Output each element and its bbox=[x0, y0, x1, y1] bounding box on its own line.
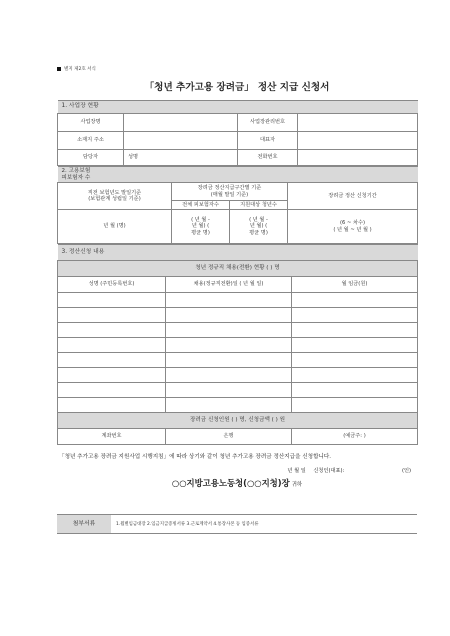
employee-row bbox=[58, 338, 418, 353]
employee-row bbox=[58, 398, 418, 413]
address-label: 소재지 주소 bbox=[58, 132, 124, 150]
employee-name-cell[interactable] bbox=[58, 308, 166, 323]
depositor-field[interactable] bbox=[292, 429, 418, 445]
employee-hire-date-cell[interactable] bbox=[166, 383, 292, 398]
col-interval-header-line2: (매월 말일 기준) bbox=[210, 191, 249, 198]
employee-name-cell[interactable] bbox=[58, 368, 166, 383]
addressee-name: ○○지방고용노동청(○○지청)장 bbox=[171, 478, 290, 488]
employee-name-cell[interactable] bbox=[58, 323, 166, 338]
employee-name-cell[interactable] bbox=[58, 353, 166, 368]
section3-table bbox=[57, 244, 418, 445]
form-label bbox=[57, 66, 417, 74]
eligible-youth-line1: ( 년 월 - bbox=[249, 216, 268, 223]
employee-wage-cell[interactable] bbox=[292, 368, 418, 383]
title-main: 「청년 추가고용 장려금」 bbox=[144, 82, 254, 93]
section2-heading-line1: 2. 고용보험 bbox=[61, 168, 91, 175]
apply-period-line2: ( 년 월 ~ 년 월 ) bbox=[333, 226, 372, 233]
business-name-field[interactable] bbox=[124, 114, 238, 132]
col-prev-year-line2: (보험관계 성립일 기준) bbox=[88, 196, 141, 202]
col-eligible-youth: 지원대상 청년수 bbox=[230, 201, 288, 210]
manager-label: 담당자 bbox=[58, 150, 124, 166]
addressee bbox=[57, 477, 417, 489]
bank-label: 은행 bbox=[223, 433, 234, 440]
account-label: 계좌번호 bbox=[58, 429, 166, 445]
seal-mark: (인) bbox=[401, 468, 411, 474]
title-sub: 정산 지급 신청서 bbox=[257, 82, 330, 93]
representative-field[interactable] bbox=[298, 132, 418, 150]
total-insured-line1: ( 년 월 - bbox=[191, 216, 210, 223]
section2-heading bbox=[58, 167, 418, 183]
form-label-text: 별지 제2호 서식 bbox=[64, 67, 96, 72]
section2-table bbox=[57, 166, 418, 244]
date-row bbox=[57, 467, 417, 474]
section1-heading: 1. 사업장 현황 bbox=[58, 101, 418, 114]
employee-row bbox=[58, 353, 418, 368]
employee-name-cell[interactable] bbox=[58, 398, 166, 413]
addressee-suffix: 귀하 bbox=[291, 482, 303, 488]
hire-status: 청년 정규직 채용(전환) 현황 ( ) 명 bbox=[58, 261, 418, 277]
employee-wage-cell[interactable] bbox=[292, 323, 418, 338]
col-hire-date: 채용(정규직전환)일 ( 년 월 일) bbox=[166, 277, 292, 293]
total-insured-value[interactable] bbox=[172, 210, 230, 244]
representative-label: 대표자 bbox=[238, 132, 298, 150]
col-interval-header-line1: 장려금 정산지급구간별 기준 bbox=[197, 185, 262, 191]
employee-hire-date-cell[interactable] bbox=[166, 323, 292, 338]
attachments-label: 첨부서류 bbox=[57, 515, 111, 533]
bank-field[interactable] bbox=[166, 429, 292, 445]
business-reg-no-field[interactable] bbox=[298, 114, 418, 132]
employee-wage-cell[interactable] bbox=[292, 293, 418, 308]
eligible-youth-value[interactable] bbox=[230, 210, 288, 244]
prev-year-value[interactable]: 년 월 (명) bbox=[58, 210, 172, 244]
employee-rows bbox=[58, 293, 418, 413]
col-total-insured: 전체 피보험자수 bbox=[172, 201, 230, 210]
employee-hire-date-cell[interactable] bbox=[166, 308, 292, 323]
application-form bbox=[57, 66, 417, 527]
col-interval-header bbox=[172, 183, 288, 201]
employee-wage-cell[interactable] bbox=[292, 338, 418, 353]
summary-row: 장려금 신청인원 ( ) 명, 신청금액 ( ) 원 bbox=[58, 413, 418, 429]
address-field[interactable] bbox=[124, 132, 238, 150]
apply-period-line1: (6 ~ 차수) bbox=[340, 220, 366, 226]
col-apply-period: 장려금 정산 신청기간 bbox=[288, 183, 418, 210]
employee-row bbox=[58, 383, 418, 398]
employee-name-cell[interactable] bbox=[58, 293, 166, 308]
employee-hire-date-cell[interactable] bbox=[166, 368, 292, 383]
employee-row bbox=[58, 323, 418, 338]
employee-hire-date-cell[interactable] bbox=[166, 338, 292, 353]
name-label: 성명 bbox=[128, 154, 139, 161]
business-name-label: 사업장명 bbox=[58, 114, 124, 132]
col-prev-year bbox=[58, 183, 172, 210]
square-bullet-icon bbox=[57, 67, 61, 71]
date-field[interactable]: 년 월 일 bbox=[287, 468, 306, 474]
employee-wage-cell[interactable] bbox=[292, 308, 418, 323]
applicant-label: 신청인(대표): bbox=[313, 468, 345, 474]
employee-name-cell[interactable] bbox=[58, 383, 166, 398]
attachments-text: 1.월별임금대장 2.임금지급증빙서류 3.근로계약서 4.통장사본 등 입증서류 bbox=[116, 522, 259, 527]
page-title bbox=[57, 76, 417, 100]
eligible-youth-line3: 평균 명) bbox=[249, 229, 268, 236]
employee-wage-cell[interactable] bbox=[292, 383, 418, 398]
employee-row bbox=[58, 308, 418, 323]
manager-name-field[interactable] bbox=[124, 150, 238, 166]
employee-hire-date-cell[interactable] bbox=[166, 353, 292, 368]
apply-period-value[interactable] bbox=[288, 210, 418, 244]
col-prev-year-line1: 직전 보험년도 말일기준 bbox=[87, 189, 142, 196]
eligible-youth-line2: 년 월) ( bbox=[249, 223, 268, 230]
employee-wage-cell[interactable] bbox=[292, 353, 418, 368]
total-insured-line2: 년 월) ( bbox=[191, 223, 210, 230]
col-wage: 월 임금(원) bbox=[292, 277, 418, 293]
employee-wage-cell[interactable] bbox=[292, 398, 418, 413]
phone-field[interactable] bbox=[298, 150, 418, 166]
employee-row bbox=[58, 293, 418, 308]
total-insured-line3: 평균 명) bbox=[191, 229, 210, 236]
employee-name-cell[interactable] bbox=[58, 338, 166, 353]
employee-hire-date-cell[interactable] bbox=[166, 398, 292, 413]
phone-label: 전화번호 bbox=[238, 150, 298, 166]
notice-text: 「청년 추가고용 장려금 지원사업 시행지침」에 따라 상기와 같이 청년 추가고용 장려금 정산지급을 신청합니다. bbox=[59, 454, 332, 460]
employee-hire-date-cell[interactable] bbox=[166, 293, 292, 308]
employee-row bbox=[58, 368, 418, 383]
section2-heading-line2: 피보험자 수 bbox=[61, 174, 91, 181]
section3-heading: 3. 정산신청 내용 bbox=[58, 245, 418, 261]
business-reg-no-label: 사업장관리번호 bbox=[238, 114, 298, 132]
col-name: 성명 (주민등록번호) bbox=[58, 277, 166, 293]
depositor-label: (예금주: ) bbox=[343, 433, 366, 440]
attachments-row bbox=[57, 514, 417, 534]
section1-table bbox=[57, 100, 418, 166]
